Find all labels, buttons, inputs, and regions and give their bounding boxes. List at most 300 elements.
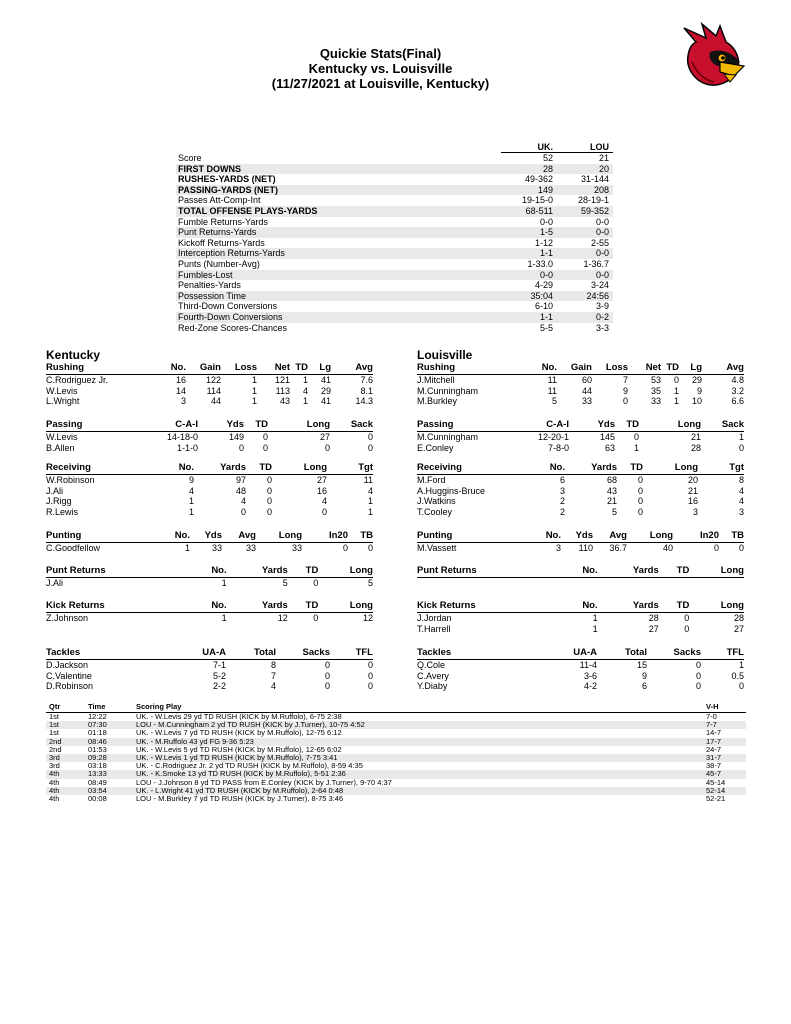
kentucky-rushing-table xyxy=(46,362,373,407)
title-line-2: Kentucky vs. Louisville xyxy=(308,61,453,76)
receiving-header xyxy=(46,462,373,475)
column-header: No. xyxy=(545,530,561,541)
column-header: Long xyxy=(278,530,302,541)
team-stat-lou: 59-352 xyxy=(580,205,609,216)
stat-cell: 33 xyxy=(291,543,302,553)
scoring-vh: 7-0 xyxy=(706,712,717,721)
player-name: B.Allen xyxy=(46,442,75,453)
rushing-header xyxy=(46,362,373,375)
team-stat-label: FIRST DOWNS xyxy=(178,163,241,174)
stat-cell: 0 xyxy=(684,613,690,623)
column-header: Yards xyxy=(632,565,659,576)
scoring-qtr: 3rd xyxy=(49,752,60,762)
louisville-punt-returns-table xyxy=(417,565,744,578)
column-header: TFL xyxy=(355,647,373,658)
scoring-header-play: Scoring Play xyxy=(136,702,182,711)
player-row xyxy=(417,507,744,518)
player-name: J.Ali xyxy=(46,578,64,588)
player-row xyxy=(46,375,373,386)
column-header: Sack xyxy=(350,419,373,430)
punting-header xyxy=(417,530,744,543)
player-name: R.Lewis xyxy=(46,506,79,517)
player-name: A.Huggins-Bruce xyxy=(417,485,486,496)
stat-cell: 7-1 xyxy=(212,660,226,670)
team-stat-label: RUSHES-YARDS (NET) xyxy=(178,174,276,185)
player-name: M.Ford xyxy=(417,475,446,485)
stat-cell: 7 xyxy=(270,670,276,681)
stat-cell: 0 xyxy=(266,506,272,517)
player-name: T.Harrell xyxy=(417,623,451,634)
team-stat-row xyxy=(176,174,613,185)
team-stat-row xyxy=(176,248,613,259)
column-header: Long xyxy=(720,600,744,611)
header-lou: LOU xyxy=(557,142,613,153)
section-title: Punt Returns xyxy=(46,565,106,576)
column-header: Avg xyxy=(355,362,373,373)
column-header: UA-A xyxy=(573,647,597,658)
player-name: D.Robinson xyxy=(46,681,94,691)
team-stat-uk: 1-1 xyxy=(539,311,553,322)
team-stat-uk: 6-10 xyxy=(534,301,553,312)
team-stat-uk: 0-0 xyxy=(539,269,553,280)
stat-cell: 21 xyxy=(690,432,701,442)
scoring-time: 01:53 xyxy=(88,744,107,754)
column-header: Long xyxy=(674,462,698,473)
scoring-qtr: 4th xyxy=(49,769,60,779)
player-name: C.Avery xyxy=(417,670,449,681)
scoring-play: UK. - M.Ruffolo 43 yd FG 9-36 5:23 xyxy=(136,736,254,746)
player-name: J.Ali xyxy=(46,485,64,496)
team-stat-lou: 0-0 xyxy=(595,216,609,227)
stat-cell: 5 xyxy=(282,578,288,588)
stat-cell: 28 xyxy=(690,442,701,453)
scoring-qtr: 1st xyxy=(49,728,60,738)
section-title: Rushing xyxy=(46,362,84,373)
stat-cell: 0 xyxy=(342,543,348,553)
stat-cell: 0 xyxy=(738,442,744,453)
stat-cell: 1 xyxy=(738,432,744,442)
stat-cell: 6 xyxy=(641,681,647,691)
team-stat-label: Fumbles-Lost xyxy=(178,269,233,280)
player-row xyxy=(417,443,744,454)
stat-cell: 14 xyxy=(175,385,186,396)
scoring-time: 07:30 xyxy=(88,720,107,730)
stat-cell: 16 xyxy=(175,375,186,385)
player-name: Z.Johnson xyxy=(46,613,89,623)
team-stat-label: Passes Att-Comp-Int xyxy=(178,195,261,206)
receiving-header xyxy=(417,462,744,475)
stat-cell: 44 xyxy=(210,396,221,406)
player-name: W.Levis xyxy=(46,432,78,442)
team-stat-uk: 4-29 xyxy=(534,280,553,291)
stat-cell: 1 xyxy=(251,385,257,396)
stat-cell: 4.8 xyxy=(731,375,744,385)
scoring-time: 12:22 xyxy=(88,712,107,721)
scoring-play: UK. - W.Levis 5 yd TD RUSH (KICK by M.Ruffolo), 12-65 6:02 xyxy=(136,744,342,754)
column-header: TD xyxy=(255,419,268,430)
column-header: Long xyxy=(720,565,744,576)
scoring-qtr: 4th xyxy=(49,777,60,787)
player-row xyxy=(417,486,744,497)
team-stat-lou: 3-24 xyxy=(590,280,609,291)
stat-cell: 35 xyxy=(650,385,661,396)
stat-cell: 5 xyxy=(367,578,373,588)
column-header: Sack xyxy=(721,419,744,430)
stat-cell: 4 xyxy=(367,485,373,496)
scoring-qtr: 1st xyxy=(49,712,60,721)
scoring-vh: 24-7 xyxy=(706,744,722,754)
team-stat-uk: 5-5 xyxy=(539,322,553,333)
player-row xyxy=(46,443,373,454)
section-title: Tackles xyxy=(417,647,452,658)
column-header: Yds xyxy=(597,419,615,430)
stat-cell: 41 xyxy=(320,396,331,406)
player-name: C.Valentine xyxy=(46,670,92,681)
player-name: J.Jordan xyxy=(417,613,452,623)
team-stat-lou: 31-144 xyxy=(580,174,609,185)
scoring-qtr: 3rd xyxy=(49,761,60,771)
stat-cell: 1 xyxy=(673,385,679,396)
stat-cell: 7-8-0 xyxy=(547,442,569,453)
scoring-play: UK. - W.Levis 29 yd TD RUSH (KICK by M.Ruffolo), 6-75 2:38 xyxy=(136,712,342,721)
team-stat-lou: 21 xyxy=(598,153,609,163)
section-title: Punting xyxy=(46,530,82,541)
stat-cell: 0 xyxy=(262,442,268,453)
column-header: Yds xyxy=(204,530,222,541)
stat-cell: 1 xyxy=(221,613,227,623)
stat-cell: 2-2 xyxy=(212,681,226,691)
stat-cell: 0 xyxy=(266,475,272,485)
scoring-play: UK. - W.Levis 1 yd TD RUSH (KICK by M.Ruffolo), 7-75 3:41 xyxy=(136,752,338,762)
player-row xyxy=(46,475,373,486)
stat-cell: 27 xyxy=(319,432,330,442)
scoring-time: 09:28 xyxy=(88,752,107,762)
player-name: C.Rodriguez Jr. xyxy=(46,375,109,385)
section-title: Kick Returns xyxy=(46,600,105,611)
team-stat-uk: 1-5 xyxy=(539,227,553,238)
player-name: C.Goodfellow xyxy=(46,543,101,553)
team-stat-row xyxy=(176,291,613,302)
stat-cell: 145 xyxy=(599,432,615,442)
stat-cell: 14-18-0 xyxy=(166,432,198,442)
team-stat-row xyxy=(176,227,613,238)
stat-cell: 68 xyxy=(606,475,617,485)
column-header: TD xyxy=(676,600,690,611)
scoring-row xyxy=(46,795,746,803)
scoring-play: LOU - J.Johnson 8 yd TD PASS from E.Conley (KICK by J.Turner), 9-70 4:37 xyxy=(136,777,392,787)
scoring-play: UK. - K.Smoke 13 yd TD RUSH (KICK by M.Ruffolo), 5-51 2:36 xyxy=(136,769,346,779)
stat-cell: 12 xyxy=(362,613,373,623)
scoring-vh: 14-7 xyxy=(706,728,722,738)
section-title: Receiving xyxy=(46,462,91,473)
player-row xyxy=(417,475,744,486)
stat-cell: 44 xyxy=(581,385,592,396)
team-stat-lou: 28-19-1 xyxy=(577,195,609,206)
stat-cell: 2 xyxy=(559,496,565,506)
column-header: Yards xyxy=(261,600,288,611)
team-stat-uk: 68-511 xyxy=(525,205,553,216)
column-header: Long xyxy=(649,530,673,541)
team-stat-row xyxy=(176,185,613,196)
stat-cell: 11 xyxy=(363,475,373,485)
column-header: No. xyxy=(541,362,557,373)
column-header: No. xyxy=(178,462,194,473)
stat-cell: 1-1-0 xyxy=(176,442,198,453)
stat-cell: 27 xyxy=(648,623,659,634)
player-row xyxy=(417,681,744,692)
team-stat-label: Kickoff Returns-Yards xyxy=(178,237,265,248)
stat-cell: 1 xyxy=(184,543,190,553)
stat-cell: 0 xyxy=(313,578,319,588)
stat-cell: 1 xyxy=(738,660,744,670)
louisville-passing-table xyxy=(417,419,744,453)
column-header: Yds xyxy=(575,530,593,541)
louisville-tackles-table xyxy=(417,647,744,692)
column-header: In20 xyxy=(328,530,348,541)
player-name: D.Jackson xyxy=(46,660,89,670)
team-stat-uk: 1-33.0 xyxy=(527,258,553,269)
scoring-vh: 31-7 xyxy=(706,752,722,762)
team-stat-label: Punts (Number-Avg) xyxy=(178,258,260,269)
stat-cell: 29 xyxy=(320,385,331,396)
player-row xyxy=(417,432,744,443)
stat-cell: 8 xyxy=(738,475,744,485)
stat-cell: 3-6 xyxy=(583,670,597,681)
team-stat-uk: 1-1 xyxy=(539,248,553,259)
stat-cell: 63 xyxy=(604,442,615,453)
player-row xyxy=(417,375,744,386)
player-row xyxy=(417,660,744,671)
stat-cell: 15 xyxy=(636,660,647,670)
scoring-vh: 7-7 xyxy=(706,720,717,730)
stat-cell: 149 xyxy=(228,432,244,442)
column-header: TB xyxy=(360,530,373,541)
team-stat-label: Fumble Returns-Yards xyxy=(178,216,268,227)
column-header: TFL xyxy=(726,647,744,658)
column-header: In20 xyxy=(699,530,719,541)
scoring-play: UK. - L.Wright 41 yd TD RUSH (KICK by M.Ruffolo), 2-64 0:48 xyxy=(136,785,344,795)
stat-cell: 53 xyxy=(650,375,661,385)
scoring-summary-table xyxy=(46,701,746,803)
louisville-kick-returns-table xyxy=(417,600,744,634)
stat-cell: 9 xyxy=(188,475,194,485)
column-header: Tgt xyxy=(358,462,373,473)
column-header: TD xyxy=(295,362,308,373)
team-stat-row xyxy=(176,195,613,206)
stat-cell: 0 xyxy=(367,681,373,691)
team-stat-row xyxy=(176,206,613,217)
team-stat-uk: 19-15-0 xyxy=(521,195,553,206)
column-header: TB xyxy=(731,530,744,541)
stat-cell: 14.3 xyxy=(355,396,373,406)
stat-cell: 4 xyxy=(188,485,194,496)
column-header: No. xyxy=(170,362,186,373)
stat-cell: 1 xyxy=(673,396,679,406)
kentucky-kick-returns-table xyxy=(46,600,373,624)
team-stat-lou: 3-9 xyxy=(595,301,609,312)
stat-cell: 12 xyxy=(277,613,288,623)
stat-cell: 1 xyxy=(188,506,194,517)
stat-cell: 122 xyxy=(205,375,221,385)
stat-cell: 0 xyxy=(321,506,327,517)
stat-cell: 6.6 xyxy=(731,396,744,406)
scoring-time: 03:18 xyxy=(88,761,107,771)
player-name: L.Wright xyxy=(46,396,80,406)
column-header: Yards xyxy=(591,462,617,473)
stat-cell: 20 xyxy=(687,475,698,485)
team-stat-row xyxy=(176,280,613,291)
stat-cell: 0 xyxy=(324,670,330,681)
stat-cell: 0 xyxy=(637,485,643,496)
team-stat-label: Possession Time xyxy=(178,290,247,301)
player-row xyxy=(417,671,744,682)
kick-returns-header xyxy=(417,600,744,613)
stat-cell: 0 xyxy=(324,660,330,670)
stat-cell: 0 xyxy=(238,442,244,453)
header-uk: UK. xyxy=(501,142,557,153)
column-header: Long xyxy=(306,419,330,430)
stat-cell: 0 xyxy=(324,681,330,691)
player-name: J.Rigg xyxy=(46,496,72,506)
team-stat-label: Third-Down Conversions xyxy=(178,301,278,312)
kentucky-passing-table xyxy=(46,419,373,453)
stat-cell: 7 xyxy=(622,375,628,385)
player-row xyxy=(417,396,744,407)
stat-cell: 0 xyxy=(738,681,744,691)
stat-cell: 4 xyxy=(240,496,246,506)
stat-cell: 97 xyxy=(235,475,246,485)
stat-cell: 21 xyxy=(687,485,698,496)
passing-header xyxy=(46,419,373,432)
stat-cell: 0 xyxy=(262,432,268,442)
scoring-qtr: 2nd xyxy=(49,744,62,754)
team-stat-uk: 28 xyxy=(542,163,553,174)
column-header: Avg xyxy=(609,530,627,541)
stat-cell: 4 xyxy=(302,385,308,396)
stat-cell: 2 xyxy=(559,506,565,517)
stat-cell: 8.1 xyxy=(360,385,373,396)
column-header: Loss xyxy=(234,362,257,373)
title-line-1: Quickie Stats(Final) xyxy=(319,46,442,61)
column-header: Sacks xyxy=(673,647,701,658)
scoring-play: LOU - M.Cunningham 2 yd TD RUSH (KICK by J.Turner), 10-75 4:52 xyxy=(136,720,365,730)
column-header: TD xyxy=(626,419,639,430)
stat-cell: 121 xyxy=(274,375,290,385)
stat-cell: 33 xyxy=(581,396,592,406)
scoring-time: 13:33 xyxy=(88,769,107,779)
louisville-team-name: Louisville xyxy=(417,348,473,362)
stat-cell: 0 xyxy=(673,375,679,385)
column-header: TD xyxy=(305,565,319,576)
stat-cell: 60 xyxy=(581,375,592,385)
stat-cell: 11 xyxy=(547,385,557,396)
stat-cell: 3.2 xyxy=(731,385,744,396)
scoring-time: 03:54 xyxy=(88,785,107,795)
player-row xyxy=(46,613,373,624)
stat-cell: 0.5 xyxy=(731,670,744,681)
column-header: TD xyxy=(305,600,319,611)
stat-cell: 0 xyxy=(695,681,701,691)
scoring-vh: 17-7 xyxy=(706,736,722,746)
team-stat-uk: 0-0 xyxy=(539,216,553,227)
column-header: TD xyxy=(630,462,643,473)
column-header: Long xyxy=(677,419,701,430)
stat-cell: 43 xyxy=(606,485,617,496)
stat-cell: 9 xyxy=(622,385,628,396)
team-stat-label: Score xyxy=(178,153,202,163)
stat-cell: 3 xyxy=(692,506,698,517)
team-stat-row xyxy=(176,238,613,249)
stat-cell: 8 xyxy=(270,660,276,670)
kentucky-tackles-table xyxy=(46,647,373,692)
team-stat-row xyxy=(176,323,613,334)
column-header: No. xyxy=(211,565,227,576)
player-row xyxy=(417,624,744,635)
player-name: W.Levis xyxy=(46,385,78,396)
team-stat-uk: 49-362 xyxy=(524,174,553,185)
stat-cell: 0 xyxy=(633,432,639,442)
team-stat-row xyxy=(176,153,613,164)
stat-cell: 113 xyxy=(275,385,290,396)
louisville-punting-table xyxy=(417,530,744,554)
stat-cell: 1 xyxy=(592,623,598,634)
team-stat-uk: 52 xyxy=(542,153,553,163)
kentucky-punting-table xyxy=(46,530,373,554)
team-stat-uk: 35:04 xyxy=(530,290,553,301)
stat-cell: 9 xyxy=(641,670,647,681)
stat-cell: 4 xyxy=(738,496,744,506)
column-header: Yards xyxy=(632,600,659,611)
report-title xyxy=(0,46,791,91)
player-name: M.Burkley xyxy=(417,396,458,406)
column-header: Lg xyxy=(690,362,702,373)
punt-returns-header xyxy=(46,565,373,578)
column-header: Gain xyxy=(570,362,592,373)
stat-cell: 5 xyxy=(611,506,617,517)
player-row xyxy=(46,432,373,443)
rushing-header xyxy=(417,362,744,375)
stat-cell: 1 xyxy=(302,396,308,406)
section-title: Punt Returns xyxy=(417,565,477,576)
stat-cell: 33 xyxy=(650,396,661,406)
column-header: Long xyxy=(349,565,373,576)
scoring-qtr: 4th xyxy=(49,793,60,803)
section-title: Rushing xyxy=(417,362,455,373)
column-header: Avg xyxy=(726,362,744,373)
scoring-vh: 45-7 xyxy=(706,769,722,779)
column-header: TD xyxy=(259,462,272,473)
stat-cell: 0 xyxy=(713,543,719,553)
louisville-receiving-table xyxy=(417,462,744,517)
column-header: C-A-I xyxy=(546,419,569,430)
column-header: C-A-I xyxy=(175,419,198,430)
stat-cell: 1 xyxy=(367,496,373,506)
team-stat-label: Punt Returns-Yards xyxy=(178,227,257,238)
stat-cell: 3 xyxy=(555,543,561,553)
stat-cell: 10 xyxy=(691,396,702,406)
column-header: Total xyxy=(254,647,276,658)
player-name: M.Cunningham xyxy=(417,385,479,396)
stat-cell: 12-20-1 xyxy=(537,432,569,442)
stat-cell: 0 xyxy=(637,496,643,506)
stat-cell: 0 xyxy=(367,660,373,670)
player-row xyxy=(46,543,373,554)
scoring-play: LOU - M.Burkley 7 yd TD RUSH (KICK by J.Turner), 8-75 3:46 xyxy=(136,793,344,803)
player-name: E.Conley xyxy=(417,442,454,453)
louisville-rushing-table xyxy=(417,362,744,407)
team-stat-lou: 0-2 xyxy=(595,311,609,322)
stat-cell: 3 xyxy=(180,396,186,406)
